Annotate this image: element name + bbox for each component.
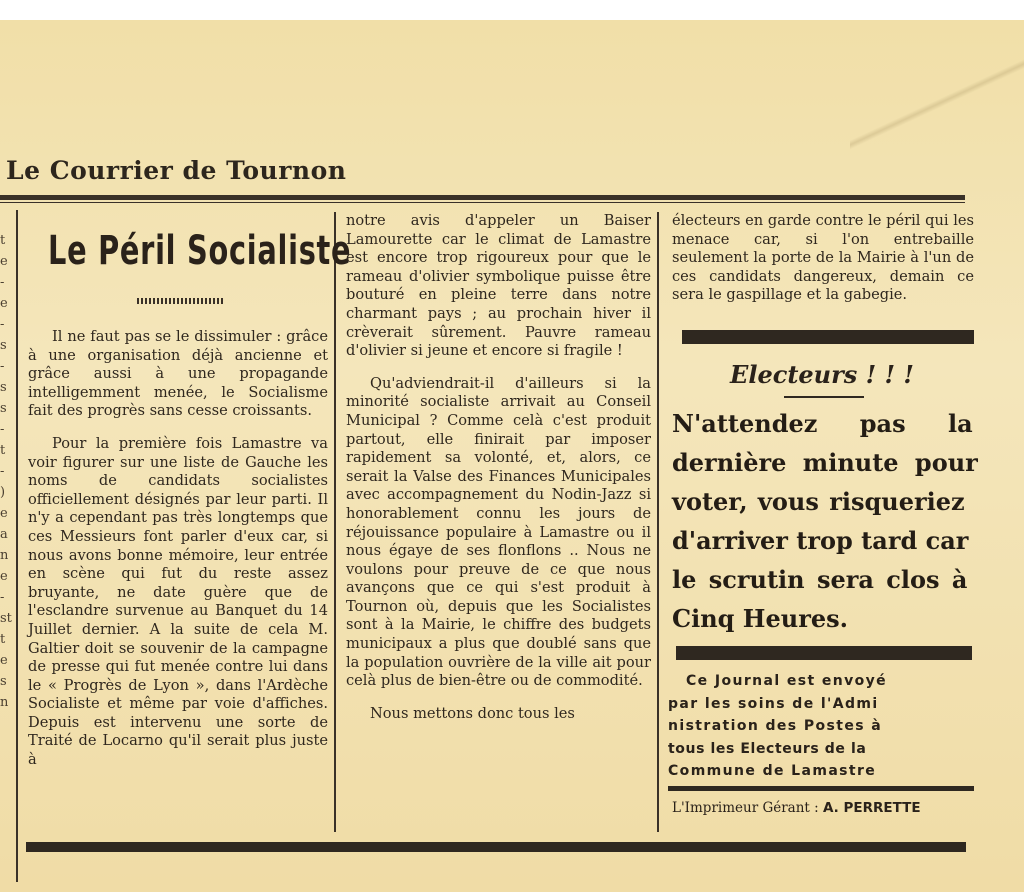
fragment-char: s — [0, 380, 7, 395]
fragment-char: - — [0, 422, 5, 437]
paragraph: Pour la première fois Lamastre va voir figurer sur une liste de Gauche les noms de candidats socialistes officiellement désignés par leur parti. Il n'y a cependant pas très longtemps que ces Messieurs font parler d'eux car, si nous avons bonne mémoire, leur entrée en scène qui fut du reste assez bruyante, ne date guère que de l'esclandre survenue au Banquet du 14 Juillet dernier. A la suite de cela M. Galtier doit se souvenir de la campagne de presse qui fut menée contre lui dans le « Progrès de Lyon », dans l'Ardèche Socialiste et même par voie d'affiches. Depuis est intervenu une sorte de Traité de Locarno qu'il serait plus juste à — [28, 434, 328, 769]
fragment-char: s — [0, 674, 7, 689]
paragraph: notre avis d'appeler un Baiser Lamourette car le climat de Lamastre est encore trop rigoureux pour que le rameau d'olivier symbolique puisse être bouturé en pleine terre dans notre charmant pays ; au prochain hiver il crèverait sûrement. Pauvre rameau d'olivier si jeune et encore si fragile ! — [346, 212, 651, 360]
fragment-char: e — [0, 569, 8, 584]
printer-credit — [672, 800, 974, 816]
paragraph: Il ne faut pas se le dissimuler : grâce à une organisation déjà ancienne et grâce aussi à une propagande intelligemment menée, le Socialisme fait des progrès sans cesse croissants. — [28, 328, 328, 420]
notice-line: nistration des Postes à — [668, 718, 883, 734]
scan-top-border — [0, 0, 1024, 22]
article-column-1 — [28, 328, 328, 770]
fragment-char: - — [0, 590, 5, 605]
appeal-text — [672, 404, 978, 638]
footer-rule — [26, 842, 966, 852]
notice-line: par les soins de l'Admi — [668, 695, 879, 712]
section-rule — [676, 646, 972, 660]
newspaper-name: Le Courrier de Tournon — [6, 156, 347, 185]
article-column-2 — [346, 212, 651, 723]
article-column-3 — [672, 212, 974, 305]
appeal-line: dernière minute pour — [672, 448, 978, 477]
appeal-line: voter, vous risqueriez — [672, 487, 965, 516]
fragment-char: e — [0, 653, 8, 668]
section-rule — [682, 330, 974, 344]
paragraph: Qu'adviendrait-il d'ailleurs si la minorité socialiste arrivait au Conseil Municipal ? Comme celà c'est produit partout, elle finirait par imposer rapidement sa volonté, et, alors, ce serait la Valse des Finances Municipales avec accompagnement du Nodin-Jazz si honorablement connu les jours de réjouissance populaire à Lamastre ou il nous égaye de ses flonflons .. Nous ne voulons pour preuve de ce que nous avançons que ce qui s'est produit à Tournon où, depuis que les Socialistes sont à la Mairie, le chiffre des budgets municipaux a plus que doublé sans que la population ouvrière de la ville ait pour celà plus de bien-être ou de commodité. — [346, 374, 651, 690]
fragment-char: s — [0, 338, 7, 353]
previous-column-fragment — [0, 230, 12, 713]
postal-notice — [668, 670, 974, 783]
fragment-char: t — [0, 443, 6, 458]
fragment-char: - — [0, 359, 5, 374]
appeal-line: d'arriver trop tard car — [672, 526, 969, 555]
notice-line: tous les Electeurs de la — [668, 740, 867, 757]
paragraph: Nous mettons donc tous les — [370, 704, 575, 722]
paper-fold-crease — [850, 28, 1024, 178]
column-divider-1 — [334, 212, 336, 832]
appeal-line: le scrutin sera clos à — [672, 565, 968, 594]
fragment-char: - — [0, 275, 5, 290]
fragment-char: - — [0, 464, 5, 479]
appeal-line: Cinq Heures. — [672, 604, 848, 633]
fragment-char: n — [0, 695, 9, 710]
fragment-char: s — [0, 401, 7, 416]
title-ornament — [137, 298, 225, 304]
paragraph: électeurs en garde contre le péril qui les menace car, si l'on entrebaille seulement la porte de la Mairie à l'un de ces candidats dangereux, demain ce sera le gaspillage et la gabegie. — [672, 212, 974, 304]
fragment-char: - — [0, 317, 5, 332]
fragment-char: t — [0, 233, 6, 248]
fragment-char: st — [0, 611, 12, 626]
fragment-char: a — [0, 527, 8, 542]
fragment-char: t — [0, 632, 6, 647]
fragment-char: ) — [0, 485, 6, 500]
left-margin-rule — [16, 210, 18, 882]
section-rule — [668, 786, 974, 791]
fragment-char: e — [0, 506, 8, 521]
notice-line: Commune de Lamastre — [668, 763, 877, 779]
printer-name: A. PERRETTE — [822, 800, 921, 816]
article-title: Le Péril Socialiste — [48, 228, 352, 274]
fragment-char: e — [0, 254, 8, 269]
appeal-heading: Electeurs ! ! ! — [730, 360, 914, 389]
appeal-line: N'attendez pas la — [672, 409, 973, 438]
printer-label: L'Imprimeur Gérant : — [672, 800, 819, 816]
header-rule-thin — [0, 202, 965, 203]
column-divider-2 — [657, 212, 659, 832]
fragment-char: n — [0, 548, 9, 563]
fragment-char: e — [0, 296, 8, 311]
appeal-underline — [784, 396, 864, 398]
header-rule — [0, 195, 965, 200]
notice-line: Ce Journal est envoyé — [686, 673, 888, 689]
